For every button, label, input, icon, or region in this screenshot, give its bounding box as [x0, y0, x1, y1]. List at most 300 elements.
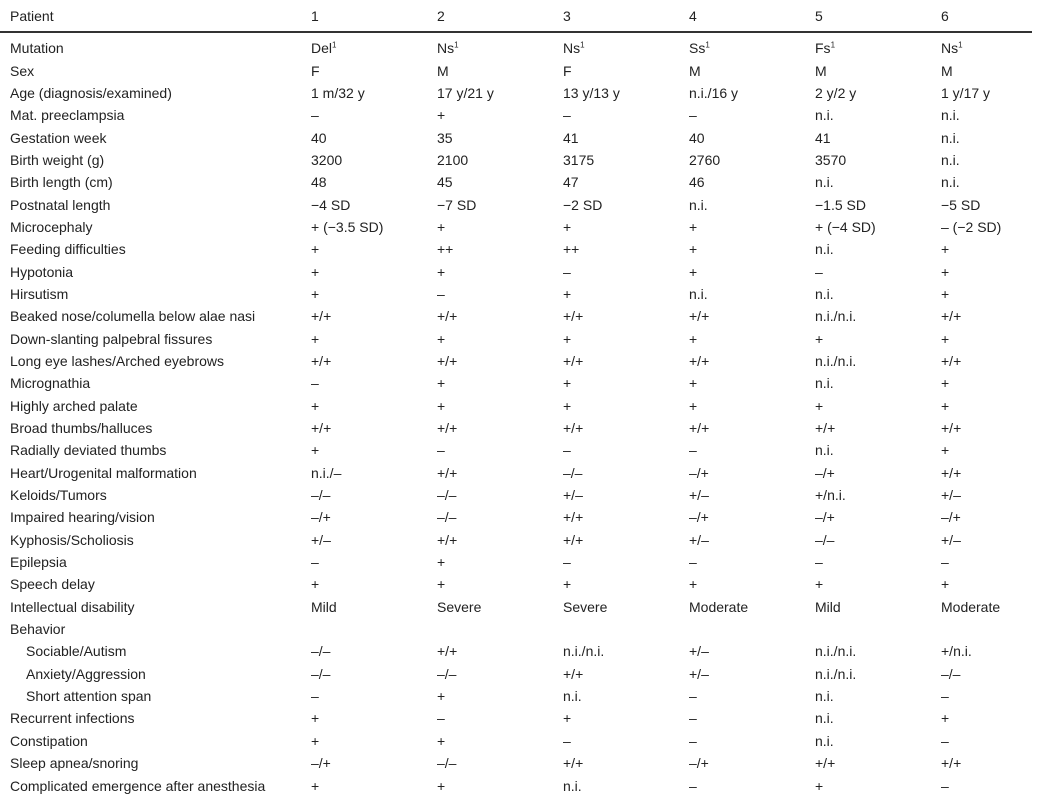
cell-value: –/– [437, 665, 457, 682]
row-label: Birth length (cm) [10, 174, 113, 191]
cell-patient-3 [553, 216, 679, 238]
cell-patient-1 [301, 484, 427, 506]
cell-patient-1 [301, 462, 427, 484]
cell-value: −2 SD [563, 196, 603, 213]
cell-value: 17 y/21 y [437, 84, 494, 101]
table-row [0, 171, 1032, 193]
cell-value: n.i. [563, 777, 582, 794]
cell-value: – [941, 777, 949, 794]
cell-value: n.i. [815, 375, 834, 392]
cell-patient-1 [301, 663, 427, 685]
row-label: Broad thumbs/halluces [10, 420, 153, 437]
cell-patient-1 [301, 529, 427, 551]
cell-value: +/+ [689, 352, 710, 369]
cell-value: +/– [941, 531, 961, 548]
cell-value: +/– [689, 665, 709, 682]
cell-value: + [563, 330, 572, 347]
cell-patient-1 [301, 506, 427, 528]
cell-value: + [815, 777, 824, 794]
cell-patient-4 [679, 417, 805, 439]
cell-patient-4 [679, 171, 805, 193]
row-label: Kyphosis/Scholiosis [10, 531, 134, 548]
cell-patient-2 [427, 260, 553, 282]
cell-value: + [437, 375, 446, 392]
cell-value: –/– [437, 755, 457, 772]
cell-patient-4 [679, 573, 805, 595]
cell-patient-5 [805, 238, 931, 260]
cell-patient-3 [553, 439, 679, 461]
cell-value: – [941, 554, 949, 571]
cell-value: + [941, 330, 950, 347]
header-patient: Patient [0, 0, 301, 32]
cell-patient-2 [427, 149, 553, 171]
cell-value: – [689, 732, 697, 749]
cell-value: +/+ [941, 352, 962, 369]
cell-value: 40 [311, 129, 327, 146]
cell-value: Fs [815, 40, 831, 57]
cell-value: 2100 [437, 151, 469, 168]
cell-value: + [437, 554, 446, 571]
cell-value: Moderate [941, 598, 1001, 615]
cell-value: n.i./n.i. [815, 643, 857, 660]
cell-value: –/– [563, 464, 583, 481]
cell-patient-3 [553, 171, 679, 193]
row-label: Behavior [10, 621, 66, 638]
row-label: Epilepsia [10, 554, 67, 571]
cell-patient-5 [805, 640, 931, 662]
cell-value: +/+ [563, 755, 584, 772]
cell-value: – [437, 710, 445, 727]
cell-patient-4 [679, 104, 805, 126]
cell-value: – [941, 732, 949, 749]
cell-value: +/+ [437, 643, 458, 660]
cell-patient-5 [805, 506, 931, 528]
cell-patient-6 [931, 752, 1032, 774]
cell-value: n.i. [941, 129, 960, 146]
cell-value: n.i. [815, 107, 834, 124]
cell-patient-1 [301, 395, 427, 417]
table-row [0, 707, 1032, 729]
cell-patient-4 [679, 707, 805, 729]
row-label: Sex [10, 62, 35, 79]
footnote-marker: 1 [580, 40, 585, 50]
cell-value: – [437, 285, 445, 302]
cell-patient-5 [805, 462, 931, 484]
cell-value: 13 y/13 y [563, 84, 620, 101]
cell-patient-6 [931, 596, 1032, 618]
table-body [0, 32, 1032, 797]
table-row [0, 596, 1032, 618]
header-patient-5: 5 [805, 0, 931, 32]
cell-patient-2 [427, 439, 553, 461]
cell-patient-4 [679, 551, 805, 573]
cell-patient-2 [427, 663, 553, 685]
cell-patient-6 [931, 484, 1032, 506]
row-label: Keloids/Tumors [10, 487, 107, 504]
cell-patient-2 [427, 238, 553, 260]
cell-patient-6 [931, 32, 1032, 59]
cell-value: + [437, 576, 446, 593]
cell-patient-5 [805, 350, 931, 372]
cell-value: + [311, 732, 320, 749]
cell-value: + [311, 576, 320, 593]
cell-value: n.i. [815, 688, 834, 705]
cell-value: –/+ [689, 509, 709, 526]
table-row [0, 573, 1032, 595]
cell-patient-6 [931, 663, 1032, 685]
cell-patient-3 [553, 260, 679, 282]
cell-value: +/– [689, 531, 709, 548]
cell-patient-1 [301, 730, 427, 752]
cell-value: – [815, 263, 823, 280]
cell-value: –/+ [689, 464, 709, 481]
cell-value: n.i. [941, 151, 960, 168]
cell-value: + [437, 732, 446, 749]
cell-patient-2 [427, 506, 553, 528]
cell-value: + [689, 241, 698, 258]
cell-value: n.i. [815, 732, 834, 749]
cell-value: – [563, 442, 571, 459]
cell-value: –/– [941, 665, 961, 682]
header-row [0, 0, 1032, 32]
cell-value: +/+ [941, 755, 962, 772]
cell-value: +/+ [563, 665, 584, 682]
row-label: Heart/Urogenital malformation [10, 464, 197, 481]
cell-patient-3 [553, 372, 679, 394]
cell-patient-1 [301, 82, 427, 104]
table-row [0, 640, 1032, 662]
cell-value: + [437, 263, 446, 280]
cell-patient-3 [553, 640, 679, 662]
row-label: Gestation week [10, 129, 107, 146]
cell-patient-6 [931, 305, 1032, 327]
cell-value: +/+ [815, 420, 836, 437]
cell-value: +/+ [563, 531, 584, 548]
cell-patient-3 [553, 618, 679, 640]
cell-value: – [689, 688, 697, 705]
cell-patient-5 [805, 126, 931, 148]
footnote-marker: 1 [830, 40, 836, 50]
cell-value: –/– [815, 531, 835, 548]
table-row [0, 462, 1032, 484]
cell-patient-3 [553, 149, 679, 171]
cell-value: Ns [437, 40, 455, 57]
table-row [0, 82, 1032, 104]
cell-patient-2 [427, 372, 553, 394]
cell-patient-4 [679, 283, 805, 305]
cell-patient-1 [301, 305, 427, 327]
cell-patient-3 [553, 685, 679, 707]
cell-value: 47 [563, 174, 579, 191]
table-row [0, 32, 1032, 59]
cell-patient-1 [301, 350, 427, 372]
cell-value: – [689, 777, 697, 794]
cell-patient-6 [931, 618, 1032, 640]
cell-value: n.i. [815, 710, 834, 727]
cell-patient-1 [301, 126, 427, 148]
table-row [0, 350, 1032, 372]
cell-patient-3 [553, 462, 679, 484]
table-row [0, 283, 1032, 305]
cell-patient-6 [931, 104, 1032, 126]
cell-value: 35 [437, 129, 453, 146]
cell-patient-2 [427, 350, 553, 372]
cell-value: + (−4 SD) [815, 218, 876, 235]
cell-value: + [311, 397, 320, 414]
cell-patient-1 [301, 640, 427, 662]
cell-value: +/+ [437, 420, 458, 437]
cell-patient-2 [427, 707, 553, 729]
cell-patient-1 [301, 618, 427, 640]
cell-patient-6 [931, 395, 1032, 417]
cell-patient-1 [301, 573, 427, 595]
cell-value: 3200 [311, 151, 343, 168]
cell-patient-4 [679, 752, 805, 774]
cell-value: +/+ [437, 464, 458, 481]
cell-patient-4 [679, 327, 805, 349]
row-label: Microcephaly [10, 218, 93, 235]
cell-patient-6 [931, 59, 1032, 81]
cell-value: +/+ [941, 308, 962, 325]
cell-value: – [311, 554, 319, 571]
cell-patient-3 [553, 707, 679, 729]
cell-value: + [941, 375, 950, 392]
cell-value: n.i./– [311, 464, 342, 481]
cell-value: – [689, 442, 697, 459]
table-row [0, 216, 1032, 238]
cell-patient-3 [553, 752, 679, 774]
cell-patient-4 [679, 730, 805, 752]
cell-value: + [815, 330, 824, 347]
cell-patient-1 [301, 149, 427, 171]
cell-patient-2 [427, 596, 553, 618]
cell-patient-5 [805, 573, 931, 595]
cell-patient-6 [931, 529, 1032, 551]
cell-patient-4 [679, 350, 805, 372]
cell-patient-3 [553, 573, 679, 595]
cell-value: n.i./n.i. [563, 643, 605, 660]
cell-patient-4 [679, 484, 805, 506]
cell-patient-4 [679, 216, 805, 238]
cell-value: +/+ [563, 308, 584, 325]
cell-patient-6 [931, 506, 1032, 528]
cell-patient-2 [427, 551, 553, 573]
row-label: Speech delay [10, 576, 95, 593]
cell-value: n.i. [815, 241, 834, 258]
cell-value: –/– [437, 487, 457, 504]
table-row [0, 618, 1032, 640]
cell-patient-6 [931, 238, 1032, 260]
cell-value: −7 SD [437, 196, 477, 213]
cell-value: Ss [689, 40, 706, 57]
cell-patient-4 [679, 439, 805, 461]
cell-value: n.i. [563, 688, 582, 705]
cell-value: –/+ [689, 755, 709, 772]
cell-value: – [689, 710, 697, 727]
cell-value: −1.5 SD [815, 196, 866, 213]
cell-patient-6 [931, 685, 1032, 707]
cell-value: +/+ [689, 420, 710, 437]
cell-patient-2 [427, 529, 553, 551]
cell-value: + [563, 397, 572, 414]
row-label: Mat. preeclampsia [10, 107, 125, 124]
cell-value: + [311, 777, 320, 794]
table-row [0, 417, 1032, 439]
cell-value: M [689, 62, 701, 79]
cell-value: – [563, 732, 571, 749]
header-patient-4: 4 [679, 0, 805, 32]
row-label: Micrognathia [10, 375, 91, 392]
cell-value: +/+ [311, 308, 332, 325]
cell-value: n.i./n.i. [815, 352, 857, 369]
cell-patient-2 [427, 730, 553, 752]
cell-patient-2 [427, 82, 553, 104]
cell-value: +/+ [563, 352, 584, 369]
cell-patient-1 [301, 417, 427, 439]
cell-patient-2 [427, 32, 553, 59]
row-label: Anxiety/Aggression [26, 665, 146, 682]
cell-value: + [563, 576, 572, 593]
cell-value: +/– [941, 487, 961, 504]
cell-patient-5 [805, 327, 931, 349]
cell-patient-1 [301, 685, 427, 707]
cell-patient-5 [805, 59, 931, 81]
table-row [0, 484, 1032, 506]
row-label: Beaked nose/columella below alae nasi [10, 308, 256, 325]
cell-value: – [689, 107, 697, 124]
cell-patient-4 [679, 640, 805, 662]
cell-value: ++ [563, 241, 580, 258]
cell-value: + [311, 710, 320, 727]
table-row [0, 260, 1032, 282]
cell-value: + [815, 397, 824, 414]
cell-patient-2 [427, 618, 553, 640]
cell-value: −5 SD [941, 196, 981, 213]
cell-value: + [563, 218, 572, 235]
cell-patient-2 [427, 305, 553, 327]
cell-value: + [941, 285, 950, 302]
table-row [0, 372, 1032, 394]
cell-value: + [311, 241, 320, 258]
cell-patient-3 [553, 529, 679, 551]
cell-value: +/+ [437, 308, 458, 325]
cell-value: + [689, 330, 698, 347]
cell-patient-6 [931, 551, 1032, 573]
cell-value: n.i. [815, 285, 834, 302]
row-label: Birth weight (g) [10, 151, 105, 168]
cell-patient-1 [301, 171, 427, 193]
cell-patient-4 [679, 618, 805, 640]
cell-patient-4 [679, 260, 805, 282]
cell-value: + [563, 710, 572, 727]
cell-value: 40 [689, 129, 705, 146]
cell-value: + [563, 285, 572, 302]
cell-patient-5 [805, 618, 931, 640]
cell-patient-1 [301, 238, 427, 260]
cell-value: + [437, 330, 446, 347]
table-row [0, 752, 1032, 774]
row-label: Postnatal length [10, 196, 111, 213]
cell-patient-3 [553, 551, 679, 573]
cell-patient-4 [679, 305, 805, 327]
table-row [0, 551, 1032, 573]
cell-value: + [941, 263, 950, 280]
cell-value: F [563, 62, 572, 79]
cell-patient-5 [805, 439, 931, 461]
cell-patient-5 [805, 260, 931, 282]
footnote-marker: 1 [332, 40, 337, 50]
cell-value: +/+ [689, 308, 710, 325]
cell-patient-5 [805, 730, 931, 752]
footnote-marker: 1 [705, 40, 710, 50]
cell-patient-6 [931, 372, 1032, 394]
cell-patient-5 [805, 82, 931, 104]
cell-patient-4 [679, 59, 805, 81]
cell-patient-1 [301, 283, 427, 305]
row-label: Sleep apnea/snoring [10, 755, 139, 772]
cell-value: 48 [311, 174, 327, 191]
cell-value: +/+ [311, 420, 332, 437]
cell-value: – [689, 554, 697, 571]
cell-value: 3175 [563, 151, 595, 168]
cell-value: +/+ [815, 755, 836, 772]
cell-patient-5 [805, 32, 931, 59]
cell-patient-3 [553, 82, 679, 104]
cell-patient-5 [805, 104, 931, 126]
cell-patient-5 [805, 707, 931, 729]
cell-value: –/– [311, 487, 331, 504]
cell-value: – (−2 SD) [941, 218, 1002, 235]
cell-value: Moderate [689, 598, 749, 615]
cell-patient-6 [931, 260, 1032, 282]
table-row [0, 506, 1032, 528]
cell-patient-6 [931, 283, 1032, 305]
cell-value: + [689, 263, 698, 280]
cell-patient-3 [553, 596, 679, 618]
cell-value: + [941, 397, 950, 414]
cell-value: – [815, 554, 823, 571]
cell-value: + [437, 397, 446, 414]
cell-value: + [689, 576, 698, 593]
cell-patient-5 [805, 171, 931, 193]
cell-value: +/n.i. [941, 643, 972, 660]
cell-patient-2 [427, 216, 553, 238]
cell-value: – [941, 688, 949, 705]
cell-patient-2 [427, 395, 553, 417]
row-label: Age (diagnosis/examined) [10, 84, 172, 101]
cell-value: −4 SD [311, 196, 351, 213]
cell-value: 41 [563, 129, 579, 146]
cell-value: + [437, 688, 446, 705]
table-row [0, 149, 1032, 171]
cell-value: Severe [563, 598, 608, 615]
cell-value: Mild [311, 598, 337, 615]
cell-value: –/+ [815, 464, 835, 481]
cell-patient-2 [427, 462, 553, 484]
cell-patient-5 [805, 305, 931, 327]
cell-patient-5 [805, 663, 931, 685]
cell-value: +/– [563, 487, 583, 504]
cell-patient-5 [805, 685, 931, 707]
cell-patient-4 [679, 372, 805, 394]
cell-patient-2 [427, 573, 553, 595]
header-patient-6: 6 [931, 0, 1032, 32]
cell-value: Del [311, 40, 333, 57]
row-label: Constipation [10, 732, 88, 749]
cell-patient-5 [805, 417, 931, 439]
cell-value: + [689, 397, 698, 414]
table-row [0, 327, 1032, 349]
